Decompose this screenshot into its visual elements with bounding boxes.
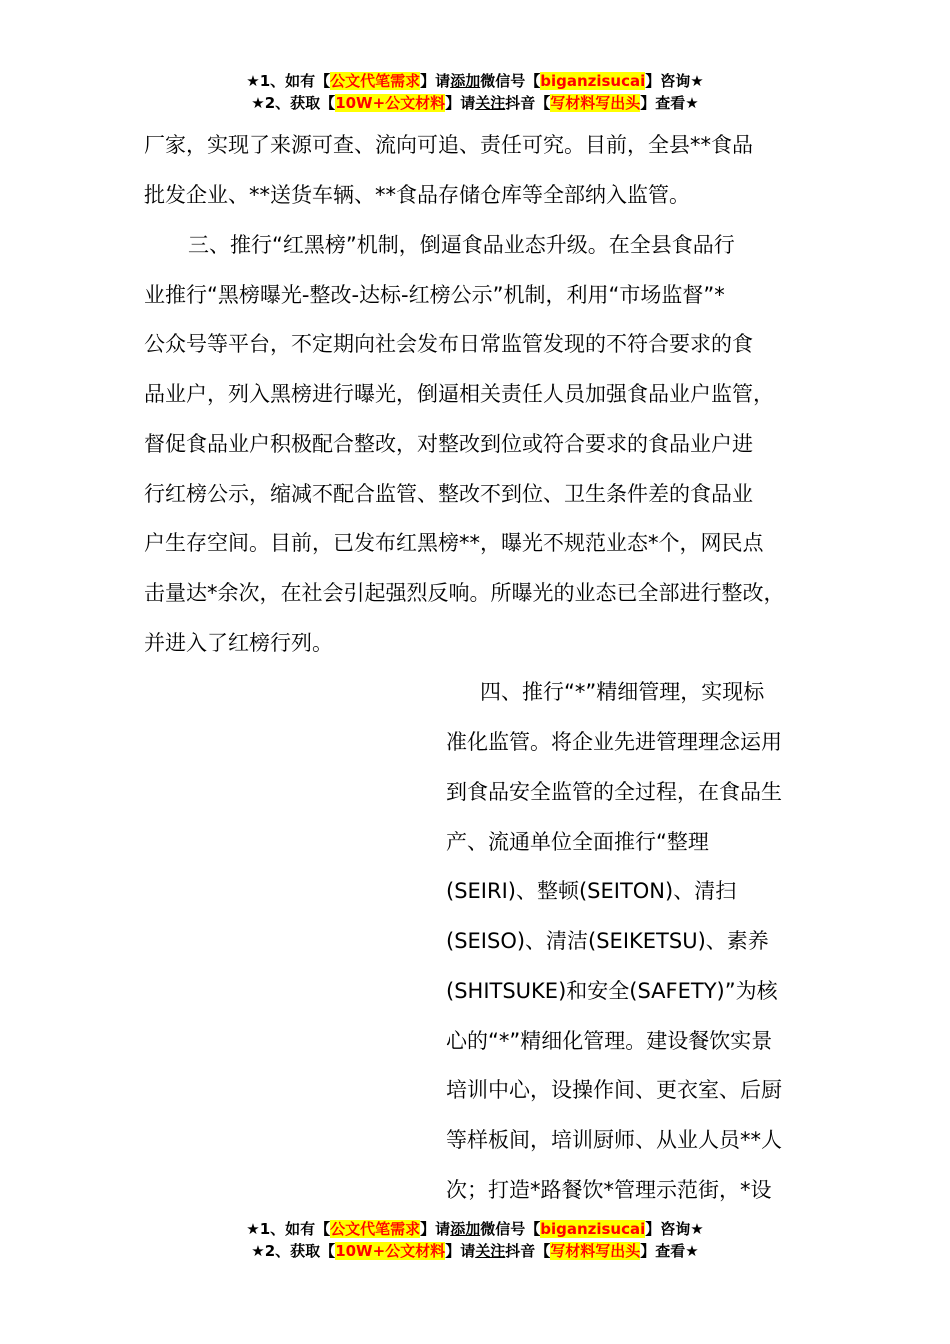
banner-text: 】咨询★ [645, 1220, 704, 1238]
banner-text: ★2、获取【 [251, 94, 336, 112]
body-line: 击量达*余次，在社会引起强烈反响。所曝光的业态已全部进行整改， [144, 581, 785, 605]
right-line: 次；打造*路餐饮*管理示范街，*设 [446, 1178, 772, 1202]
banner-text: 微信号【 [480, 1220, 541, 1238]
body-line: 批发企业、**送货车辆、**食品存储仓库等全部纳入监管。 [144, 183, 690, 207]
banner-underline: 添加 [450, 72, 481, 90]
body-line: 督促食品业户积极配合整改，对整改到位或符合要求的食品业户进 [144, 432, 753, 456]
section-heading-three: 三、推行“红黑榜”机制，倒逼食品业态升级。在全县食品行 [188, 233, 735, 257]
footer-banner [0, 1218, 950, 1262]
banner-text: 】请 [420, 1220, 451, 1238]
highlight-ghostwriting: 公文代笔需求 [330, 72, 421, 90]
banner-text: 】查看★ [640, 94, 699, 112]
right-line: 等样板间，培训厨师、从业人员**人 [446, 1128, 782, 1152]
highlight-ghostwriting: 公文代笔需求 [330, 1220, 421, 1238]
section-heading-four: 四、推行“*”精细管理，实现标 [480, 680, 765, 704]
banner-text: 抖音【 [505, 1242, 551, 1260]
highlight-wechat-id: biganzisucai [540, 1220, 646, 1238]
banner-underline: 添加 [450, 1220, 481, 1238]
body-line: 公众号等平台，不定期向社会发布日常监管发现的不符合要求的食 [144, 332, 753, 356]
banner-text: 】请 [445, 94, 476, 112]
body-line: 户生存空间。目前，已发布红黑榜**，曝光不规范业态*个，网民点 [144, 531, 764, 555]
highlight-douyin: 写材料写出头 [550, 1242, 641, 1260]
banner-underline: 关注 [475, 94, 506, 112]
right-line: 培训中心，设操作间、更衣室、后厨 [446, 1078, 782, 1102]
banner-text: ★1、如有【 [246, 1220, 331, 1238]
banner-text: ★1、如有【 [246, 72, 331, 90]
banner-text: ★2、获取【 [251, 1242, 336, 1260]
highlight-douyin: 写材料写出头 [550, 94, 641, 112]
banner-text: 】请 [445, 1242, 476, 1260]
right-line: (SHITSUKE)和安全(SAFETY)”为核 [446, 979, 778, 1003]
body-line: 业推行“黑榜曝光-整改-达标-红榜公示”机制，利用“市场监督”* [144, 283, 725, 307]
banner-underline: 关注 [475, 1242, 506, 1260]
highlight-wechat-id: biganzisucai [540, 72, 646, 90]
banner-line-2 [0, 1240, 950, 1262]
body-line: 厂家，实现了来源可查、流向可追、责任可究。目前，全县**食品 [144, 133, 753, 157]
right-line: (SEISO)、清洁(SEIKETSU)、素养 [446, 929, 769, 953]
body-line: 行红榜公示，缩减不配合监管、整改不到位、卫生条件差的食品业 [144, 482, 753, 506]
body-line: 品业户，列入黑榜进行曝光，倒逼相关责任人员加强食品业户监管， [144, 382, 774, 406]
banner-line-1 [0, 1218, 950, 1240]
banner-line-1 [0, 70, 950, 92]
right-line: (SEIRI)、整顿(SEITON)、清扫 [446, 879, 737, 903]
banner-text: 】请 [420, 72, 451, 90]
banner-text: 】咨询★ [645, 72, 704, 90]
highlight-materials: 10W+公文材料 [335, 94, 446, 112]
banner-text: 】查看★ [640, 1242, 699, 1260]
banner-text: 抖音【 [505, 94, 551, 112]
body-line: 并进入了红榜行列。 [144, 631, 333, 655]
right-line: 准化监管。将企业先进管理理念运用 [446, 730, 782, 754]
banner-line-2 [0, 92, 950, 114]
banner-text: 微信号【 [480, 72, 541, 90]
right-line: 心的“*”精细化管理。建设餐饮实景 [446, 1029, 773, 1053]
right-line: 到食品安全监管的全过程，在食品生 [446, 780, 782, 804]
highlight-materials: 10W+公文材料 [335, 1242, 446, 1260]
header-banner [0, 70, 950, 114]
right-line: 产、流通单位全面推行“整理 [446, 830, 709, 854]
